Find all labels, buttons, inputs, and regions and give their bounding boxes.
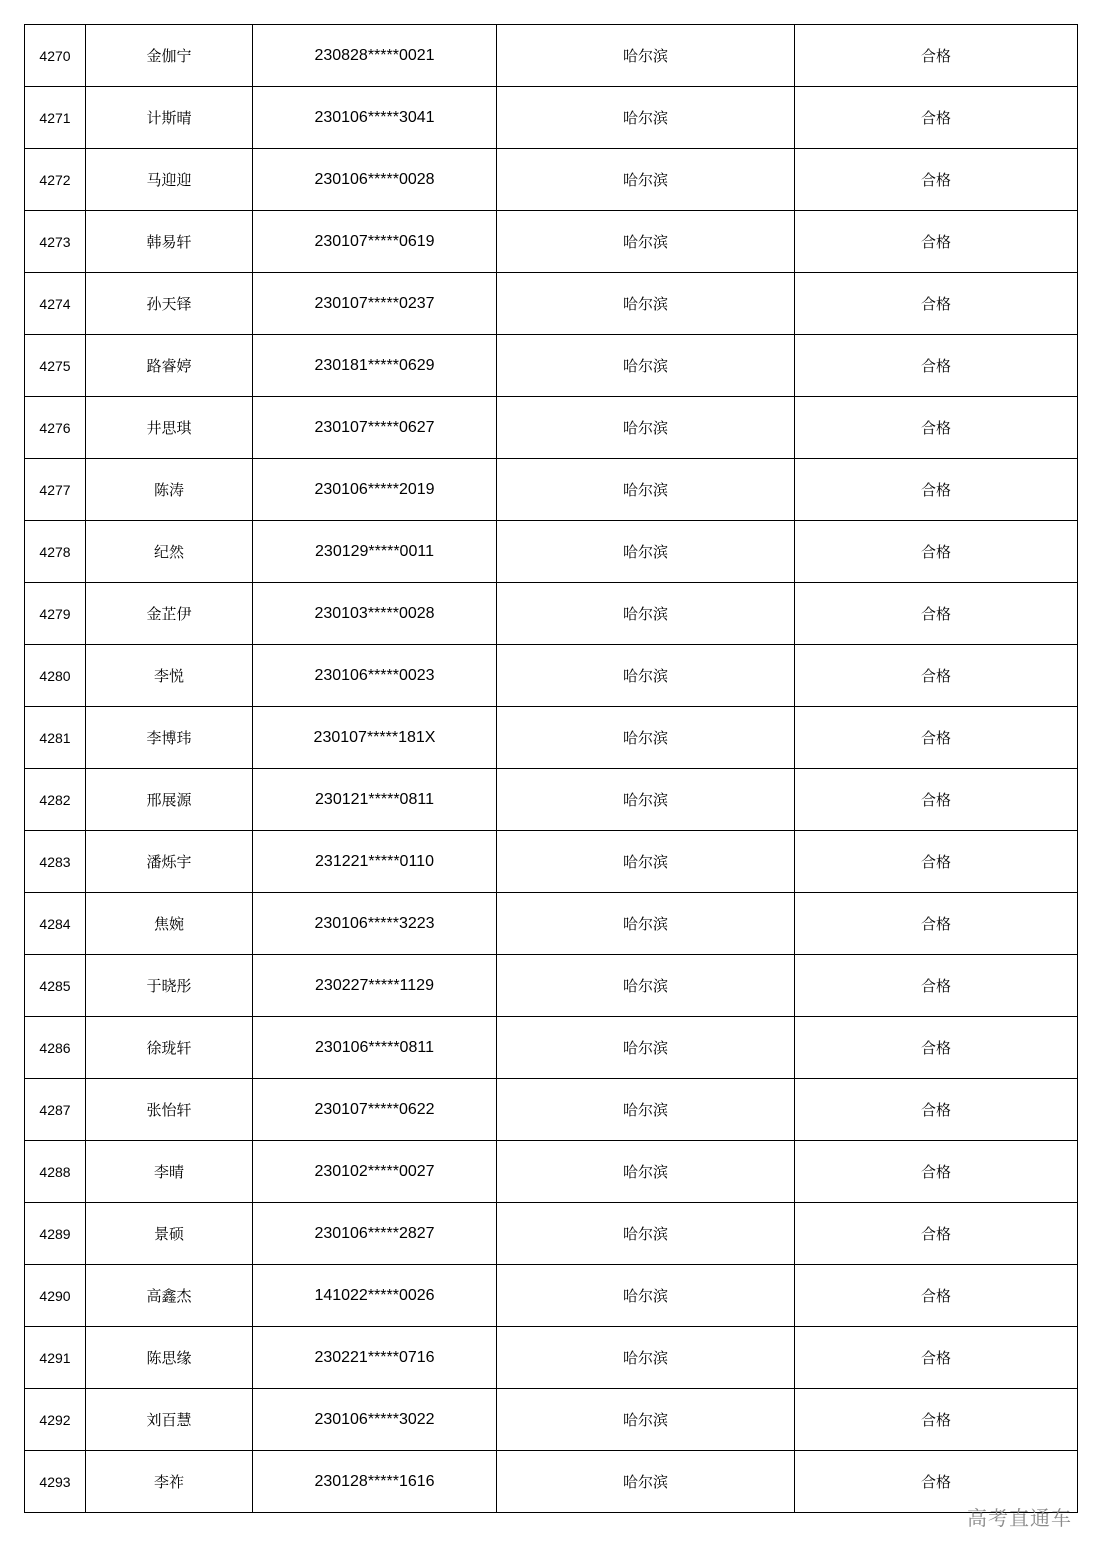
result-status: 合格 (795, 831, 1078, 893)
id-number: 230828*****0021 (253, 25, 497, 87)
table-row (25, 1327, 1078, 1389)
table-row (25, 1079, 1078, 1141)
candidate-name: 李悦 (86, 645, 253, 707)
city-name: 哈尔滨 (497, 397, 795, 459)
city-name: 哈尔滨 (497, 645, 795, 707)
result-status: 合格 (795, 149, 1078, 211)
watermark-text: 高考直通车 (967, 1506, 1072, 1530)
city-name: 哈尔滨 (497, 1017, 795, 1079)
row-number: 4278 (25, 521, 86, 583)
row-number: 4273 (25, 211, 86, 273)
id-number: 230106*****3022 (253, 1389, 497, 1451)
candidate-name: 韩易轩 (86, 211, 253, 273)
candidate-name: 金伽宁 (86, 25, 253, 87)
table-row (25, 707, 1078, 769)
id-number: 230106*****3041 (253, 87, 497, 149)
id-number: 230106*****2827 (253, 1203, 497, 1265)
id-number: 231221*****0110 (253, 831, 497, 893)
result-status: 合格 (795, 459, 1078, 521)
id-number: 230107*****0237 (253, 273, 497, 335)
id-number: 230129*****0011 (253, 521, 497, 583)
table-row (25, 211, 1078, 273)
row-number: 4277 (25, 459, 86, 521)
result-status: 合格 (795, 397, 1078, 459)
result-status: 合格 (795, 335, 1078, 397)
candidate-name: 徐珑轩 (86, 1017, 253, 1079)
candidate-name: 李博玮 (86, 707, 253, 769)
city-name: 哈尔滨 (497, 273, 795, 335)
result-status: 合格 (795, 769, 1078, 831)
table-row (25, 645, 1078, 707)
candidate-name: 李晴 (86, 1141, 253, 1203)
row-number: 4285 (25, 955, 86, 1017)
row-number: 4286 (25, 1017, 86, 1079)
candidate-name: 李祚 (86, 1451, 253, 1513)
city-name: 哈尔滨 (497, 707, 795, 769)
city-name: 哈尔滨 (497, 211, 795, 273)
id-number: 230106*****2019 (253, 459, 497, 521)
city-name: 哈尔滨 (497, 1265, 795, 1327)
result-status: 合格 (795, 521, 1078, 583)
result-status: 合格 (795, 1203, 1078, 1265)
result-status: 合格 (795, 893, 1078, 955)
candidate-name: 纪然 (86, 521, 253, 583)
row-number: 4274 (25, 273, 86, 335)
candidate-name: 景硕 (86, 1203, 253, 1265)
result-status: 合格 (795, 1451, 1078, 1513)
results-table-body (25, 25, 1078, 1513)
table-row (25, 87, 1078, 149)
result-status: 合格 (795, 645, 1078, 707)
row-number: 4292 (25, 1389, 86, 1451)
id-number: 230106*****0028 (253, 149, 497, 211)
city-name: 哈尔滨 (497, 893, 795, 955)
row-number: 4279 (25, 583, 86, 645)
city-name: 哈尔滨 (497, 583, 795, 645)
city-name: 哈尔滨 (497, 25, 795, 87)
candidate-name: 陈思缘 (86, 1327, 253, 1389)
candidate-name: 陈涛 (86, 459, 253, 521)
city-name: 哈尔滨 (497, 1141, 795, 1203)
city-name: 哈尔滨 (497, 1451, 795, 1513)
row-number: 4287 (25, 1079, 86, 1141)
city-name: 哈尔滨 (497, 459, 795, 521)
result-status: 合格 (795, 1017, 1078, 1079)
row-number: 4291 (25, 1327, 86, 1389)
id-number: 230102*****0027 (253, 1141, 497, 1203)
row-number: 4289 (25, 1203, 86, 1265)
id-number: 230107*****0627 (253, 397, 497, 459)
candidate-name: 潘烁宇 (86, 831, 253, 893)
candidate-name: 焦婉 (86, 893, 253, 955)
table-row (25, 1017, 1078, 1079)
results-table (24, 24, 1078, 1513)
city-name: 哈尔滨 (497, 87, 795, 149)
row-number: 4275 (25, 335, 86, 397)
table-row (25, 335, 1078, 397)
row-number: 4290 (25, 1265, 86, 1327)
city-name: 哈尔滨 (497, 521, 795, 583)
id-number: 230106*****3223 (253, 893, 497, 955)
result-status: 合格 (795, 211, 1078, 273)
row-number: 4282 (25, 769, 86, 831)
candidate-name: 高鑫杰 (86, 1265, 253, 1327)
result-status: 合格 (795, 1141, 1078, 1203)
city-name: 哈尔滨 (497, 1327, 795, 1389)
id-number: 230103*****0028 (253, 583, 497, 645)
city-name: 哈尔滨 (497, 1203, 795, 1265)
candidate-name: 金芷伊 (86, 583, 253, 645)
result-status: 合格 (795, 1327, 1078, 1389)
city-name: 哈尔滨 (497, 1079, 795, 1141)
table-row (25, 149, 1078, 211)
result-status: 合格 (795, 87, 1078, 149)
table-row (25, 1389, 1078, 1451)
candidate-name: 马迎迎 (86, 149, 253, 211)
row-number: 4270 (25, 25, 86, 87)
result-status: 合格 (795, 25, 1078, 87)
row-number: 4271 (25, 87, 86, 149)
city-name: 哈尔滨 (497, 769, 795, 831)
id-number: 230106*****0811 (253, 1017, 497, 1079)
city-name: 哈尔滨 (497, 831, 795, 893)
city-name: 哈尔滨 (497, 149, 795, 211)
id-number: 230221*****0716 (253, 1327, 497, 1389)
table-row (25, 1203, 1078, 1265)
city-name: 哈尔滨 (497, 335, 795, 397)
table-row (25, 459, 1078, 521)
result-status: 合格 (795, 1079, 1078, 1141)
id-number: 230107*****0622 (253, 1079, 497, 1141)
table-row (25, 1141, 1078, 1203)
candidate-name: 邢展源 (86, 769, 253, 831)
table-row (25, 1451, 1078, 1513)
city-name: 哈尔滨 (497, 1389, 795, 1451)
result-status: 合格 (795, 955, 1078, 1017)
candidate-name: 路睿婷 (86, 335, 253, 397)
id-number: 230106*****0023 (253, 645, 497, 707)
result-status: 合格 (795, 1389, 1078, 1451)
city-name: 哈尔滨 (497, 955, 795, 1017)
result-status: 合格 (795, 1265, 1078, 1327)
row-number: 4284 (25, 893, 86, 955)
table-row (25, 521, 1078, 583)
candidate-name: 孙天铎 (86, 273, 253, 335)
candidate-name: 井思琪 (86, 397, 253, 459)
row-number: 4281 (25, 707, 86, 769)
row-number: 4280 (25, 645, 86, 707)
table-row (25, 583, 1078, 645)
row-number: 4283 (25, 831, 86, 893)
table-row (25, 893, 1078, 955)
row-number: 4272 (25, 149, 86, 211)
result-status: 合格 (795, 583, 1078, 645)
table-row (25, 25, 1078, 87)
table-row (25, 1265, 1078, 1327)
result-status: 合格 (795, 273, 1078, 335)
id-number: 141022*****0026 (253, 1265, 497, 1327)
id-number: 230121*****0811 (253, 769, 497, 831)
table-row (25, 955, 1078, 1017)
result-status: 合格 (795, 707, 1078, 769)
candidate-name: 张怡轩 (86, 1079, 253, 1141)
id-number: 230128*****1616 (253, 1451, 497, 1513)
row-number: 4288 (25, 1141, 86, 1203)
table-row (25, 769, 1078, 831)
id-number: 230107*****181X (253, 707, 497, 769)
row-number: 4276 (25, 397, 86, 459)
table-row (25, 397, 1078, 459)
id-number: 230107*****0619 (253, 211, 497, 273)
candidate-name: 于晓彤 (86, 955, 253, 1017)
table-row (25, 273, 1078, 335)
table-row (25, 831, 1078, 893)
row-number: 4293 (25, 1451, 86, 1513)
candidate-name: 刘百慧 (86, 1389, 253, 1451)
id-number: 230227*****1129 (253, 955, 497, 1017)
candidate-name: 计斯晴 (86, 87, 253, 149)
id-number: 230181*****0629 (253, 335, 497, 397)
